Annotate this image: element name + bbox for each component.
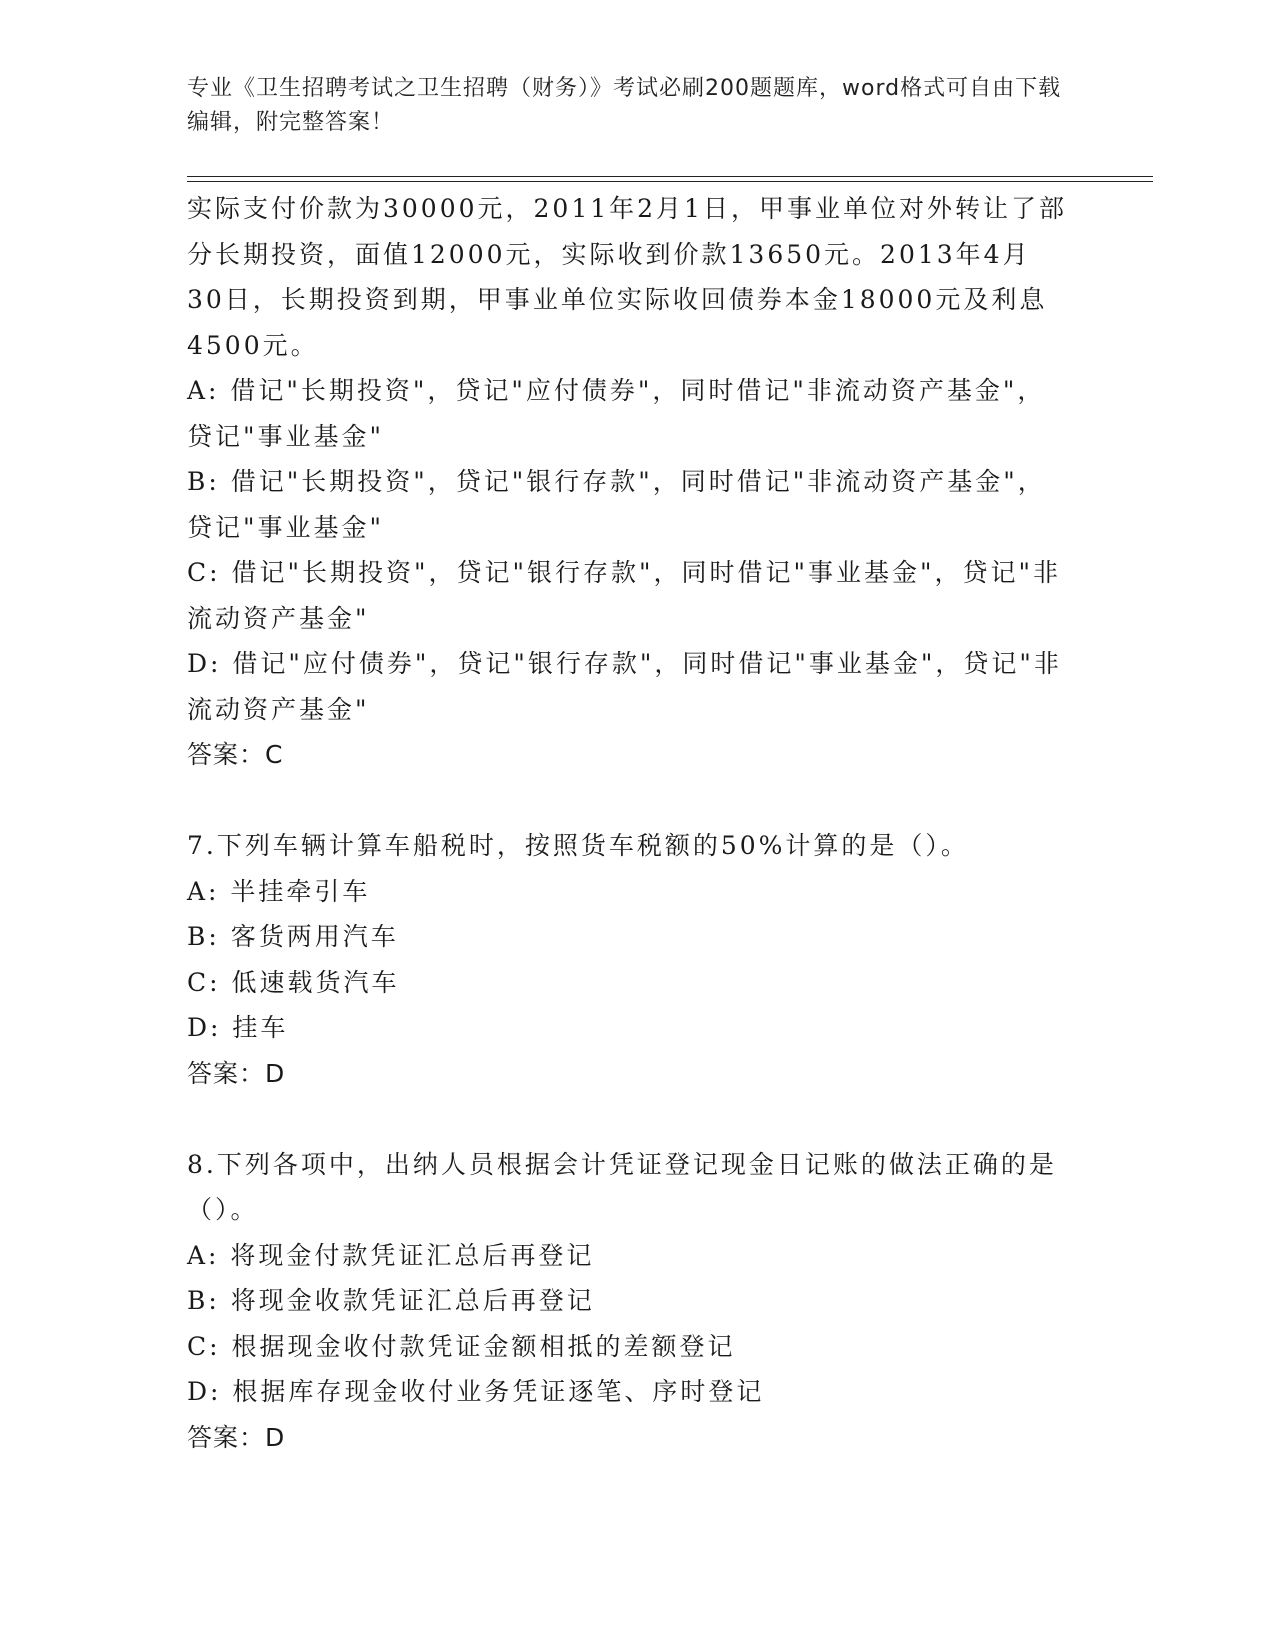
option-a: A: 借记"长期投资"，贷记"应付债券"，同时借记"非流动资产基金"，贷记"事业基金": [187, 376, 1046, 451]
question-stem: 7.下列车辆计算车船税时，按照货车税额的50%计算的是（）。: [187, 831, 969, 860]
question-stem: 实际支付价款为30000元，2011年2月1日，甲事业单位对外转让了部分长期投资，面值12000元，实际收到价款13650元。2013年4月30日，长期投资到期，甲事业单位实际收回债券本金18000元及利息4500元。: [187, 194, 1067, 360]
spacer: [187, 778, 1067, 824]
header-divider-bottom: [187, 181, 1153, 182]
document-header: [187, 72, 1067, 140]
question-7: [187, 823, 1067, 1096]
question-8: [187, 1142, 1067, 1461]
option-d: D: 借记"应付债券"，贷记"银行存款"，同时借记"事业基金"，贷记"非流动资产基金": [187, 649, 1062, 724]
option-d: D: 挂车: [187, 1013, 289, 1042]
option-c: C: 根据现金收付款凭证金额相抵的差额登记: [187, 1331, 736, 1361]
option-b: B: 将现金收款凭证汇总后再登记: [187, 1286, 595, 1315]
answer-line: 答案：D: [187, 1422, 286, 1452]
question-stem: 8.下列各项中，出纳人员根据会计凭证登记现金日记账的做法正确的是（）。: [187, 1149, 1057, 1224]
option-d: D: 根据库存现金收付业务凭证逐笔、序时登记: [187, 1377, 765, 1406]
option-b: B: 借记"长期投资"，贷记"银行存款"，同时借记"非流动资产基金"，贷记"事业基金": [187, 467, 1046, 542]
header-title: 专业《卫生招聘考试之卫生招聘（财务）》考试必刷200题题库，word格式可自由下载编辑，附完整答案！: [187, 76, 1062, 135]
document-body: [187, 186, 1067, 1460]
answer-line: 答案：D: [187, 1058, 286, 1088]
option-c: C: 低速载货汽车: [187, 967, 400, 997]
option-a: A: 半挂牵引车: [187, 876, 371, 906]
option-a: A: 将现金付款凭证汇总后再登记: [187, 1240, 595, 1270]
header-divider-top: [187, 176, 1153, 177]
option-c: C: 借记"长期投资"，贷记"银行存款"，同时借记"事业基金"，贷记"非流动资产基金": [187, 558, 1061, 633]
answer-line: 答案：C: [187, 740, 284, 769]
question-6-continued: [187, 186, 1067, 778]
spacer: [187, 1096, 1067, 1142]
option-b: B: 客货两用汽车: [187, 922, 399, 951]
